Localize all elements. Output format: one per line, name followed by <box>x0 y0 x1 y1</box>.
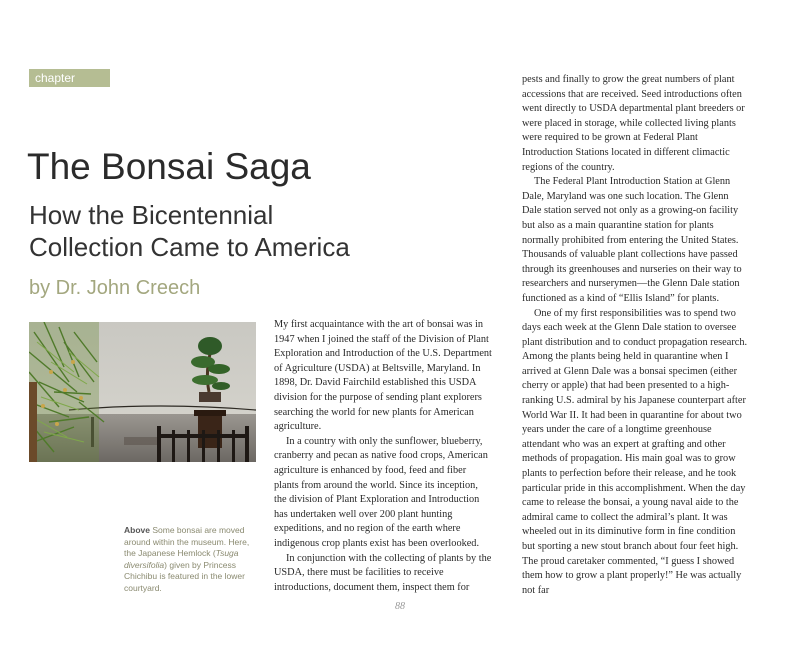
bonsai-photo <box>29 322 256 462</box>
photo-caption <box>124 525 260 594</box>
caption-species: Tsuga diversifolia <box>124 548 239 570</box>
body-paragraph: In conjunction with the collecting of plants by the USDA, there must be facilities to receive introductions, document them, inspect them for <box>274 552 492 593</box>
body-column-right <box>522 73 748 598</box>
page-title: The Bonsai Saga <box>27 146 311 187</box>
body-column-middle <box>274 318 492 595</box>
subtitle-line-1: How the Bicentennial <box>29 200 274 230</box>
body-paragraph: In a country with only the sunflower, blueberry, cranberry and pecan as native food crops, American agriculture is enhanced by food, feed and fiber plants from around the world. Since its inception, the division of Plant Exploration and Introduction has undertaken well over 200 plant hunting expeditions, and no region of the earth where indigenous crop plants exist has been overlooked. <box>274 435 488 549</box>
body-paragraph: The Federal Plant Introduction Station at Glenn Dale, Maryland was one such location. The Glenn Dale station served not only as a growing-on facility but also as a main quarantine station for plants normally prohibited from entering the United States. Thousands of valuable plant collections have passed through its greenhouses and nurseries on their way to researchers and nurserymen—the Glenn Dale station functioned as a kind of “Ellis Island” for plants. <box>522 176 742 304</box>
body-paragraph: My first acquaintance with the art of bonsai was in 1947 when I joined the staff of the Division of Plant Exploration and Introduction of the U.S. Department of Agriculture (USDA) at Beltsville, Maryland. In 1898, Dr. David Fairchild established this USDA division for the purpose of sending plant explorers searching the world for new plants for American agriculture. <box>274 319 492 433</box>
body-paragraph: pests and finally to grow the great numbers of plant accessions that are received. Seed introductions often went directly to USDA departmental plant breeders or were placed in storage, while collected living plants were required to be grown at Federal Plant Introduction Stations located in different climactic regions of the country. <box>522 74 745 173</box>
author-byline: by Dr. John Creech <box>29 277 201 299</box>
chapter-label: chapter seven <box>29 69 110 87</box>
body-paragraph: One of my first responsibilities was to spend two days each week at the Glenn Dale station to oversee plant distribution and to conduct propagation research. Among the plants being held in quarantine when I arrived at Glenn Dale was a bonsai specimen (either cherry or apple) that had been presented to a high-ranking U.S. admiral by his Japanese counterpart after World War II. It had been in quarantine for about two years under the care of a longtime greenhouse attendant who was an expert at grafting and other methods of propagation. His main goal was to grow plants to perfection before their release, and he took particular pride in this accomplishment. When the day came to release the bonsai, a young naval aide to the admiral came to collect the admiral’s plant. It was wheeled out in its diminutive form in fine condition but sporting a new stout branch about four feet high. The proud caretaker commented, “I guess I showed them how to grow a plant properly!” He was actually not far <box>522 307 748 596</box>
page-number: 88 <box>395 601 405 612</box>
caption-lead: Above <box>124 525 150 535</box>
page-subtitle <box>29 199 350 263</box>
bonsai-photo-illustration <box>29 322 256 462</box>
subtitle-line-2: Collection Came to America <box>29 232 350 262</box>
caption-text-after: ) given by Princess Chichibu is featured in the lower courtyard. <box>124 559 245 593</box>
caption-text-before: Some bonsai are moved around within the museum. Here, the Japanese Hemlock ( <box>124 525 250 558</box>
